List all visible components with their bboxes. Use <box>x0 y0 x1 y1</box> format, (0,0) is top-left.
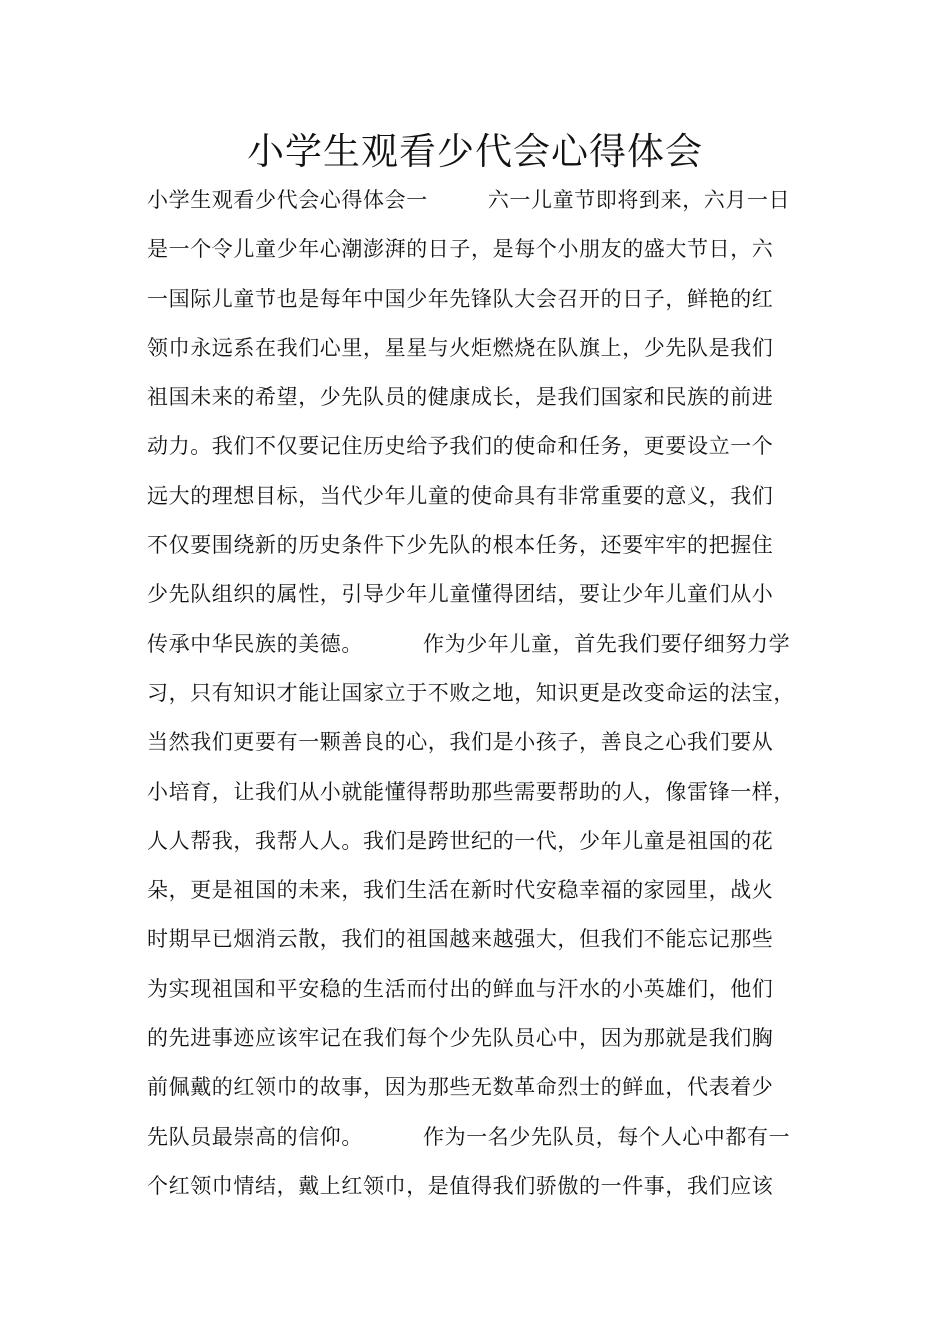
text-segment: 少先队组织的属性，引导少年儿童懂得团结，要让少年儿童们从小 <box>147 582 774 607</box>
text-segment: 作为少年儿童，首先我们要仔细努力学 <box>423 631 791 656</box>
text-line <box>147 823 827 872</box>
text-line <box>147 527 827 576</box>
text-line <box>147 1168 827 1217</box>
text-line <box>147 379 827 428</box>
text-segment: 人人帮我，我帮人人。我们是跨世纪的一代，少年儿童是祖国的花 <box>147 828 774 853</box>
text-line <box>147 971 827 1020</box>
text-line <box>147 724 827 773</box>
text-line <box>147 675 827 724</box>
text-segment: 不仅要围绕新的历史条件下少先队的根本任务，还要牢牢的把握住 <box>147 533 774 558</box>
text-segment: 祖国未来的希望，少先队员的健康成长，是我们国家和民族的前进 <box>147 385 774 410</box>
text-line <box>147 1020 827 1069</box>
text-segment: 习，只有知识才能让国家立于不败之地，知识更是改变命运的法宝， <box>147 680 795 705</box>
text-line <box>147 774 827 823</box>
text-segment: 作为一名少先队员，每个人心中都有一 <box>423 1124 791 1149</box>
text-segment: 时期早已烟消云散，我们的祖国越来越强大，但我们不能忘记那些 <box>147 927 774 952</box>
text-segment: 远大的理想目标，当代少年儿童的使命具有非常重要的意义，我们 <box>147 483 774 508</box>
text-line <box>147 1119 827 1168</box>
text-line <box>147 576 827 625</box>
text-segment: 小培育，让我们从小就能懂得帮助那些需要帮助的人，像雷锋一样， <box>147 779 795 804</box>
text-segment: 六一儿童节即将到来，六月一日 <box>487 188 791 212</box>
text-segment: 为实现祖国和平安稳的生活而付出的鲜血与汗水的小英雄们，他们 <box>147 976 774 1001</box>
text-line <box>147 921 827 970</box>
text-line <box>147 281 827 330</box>
text-segment: 领巾永远系在我们心里，星星与火炬燃烧在队旗上，少先队是我们 <box>147 335 774 360</box>
text-segment: 是一个令儿童少年心潮澎湃的日子，是每个小朋友的盛大节日，六 <box>147 237 774 262</box>
document-title: 小学生观看少代会心得体会 <box>247 130 703 173</box>
text-line <box>147 626 827 675</box>
text-line <box>147 231 827 280</box>
document-body <box>147 182 827 1217</box>
text-line <box>147 330 827 379</box>
text-segment: 先队员最崇高的信仰。 <box>147 1124 363 1149</box>
text-line <box>147 872 827 921</box>
text-segment: 动力。我们不仅要记住历史给予我们的使命和任务，更要设立一个 <box>147 434 774 459</box>
text-segment: 朵，更是祖国的未来，我们生活在新时代安稳幸福的家园里，战火 <box>147 878 774 903</box>
text-segment: 当然我们更要有一颗善良的心，我们是小孩子，善良之心我们要从 <box>147 730 774 755</box>
text-segment: 小学生观看少代会心得体会一 <box>147 188 428 212</box>
text-segment: 传承中华民族的美德。 <box>147 631 363 656</box>
text-segment: 个红领巾情结，戴上红领巾，是值得我们骄傲的一件事，我们应该 <box>147 1173 774 1198</box>
text-line <box>147 1069 827 1118</box>
text-segment: 的先进事迹应该牢记在我们每个少先队员心中，因为那就是我们胸 <box>147 1026 774 1051</box>
text-line <box>147 478 827 527</box>
text-segment: 一国际儿童节也是每年中国少年先锋队大会召开的日子，鲜艳的红 <box>147 286 774 311</box>
text-line <box>147 428 827 477</box>
text-segment: 前佩戴的红领巾的故事，因为那些无数革命烈士的鲜血，代表着少 <box>147 1075 774 1100</box>
text-line <box>147 182 827 231</box>
